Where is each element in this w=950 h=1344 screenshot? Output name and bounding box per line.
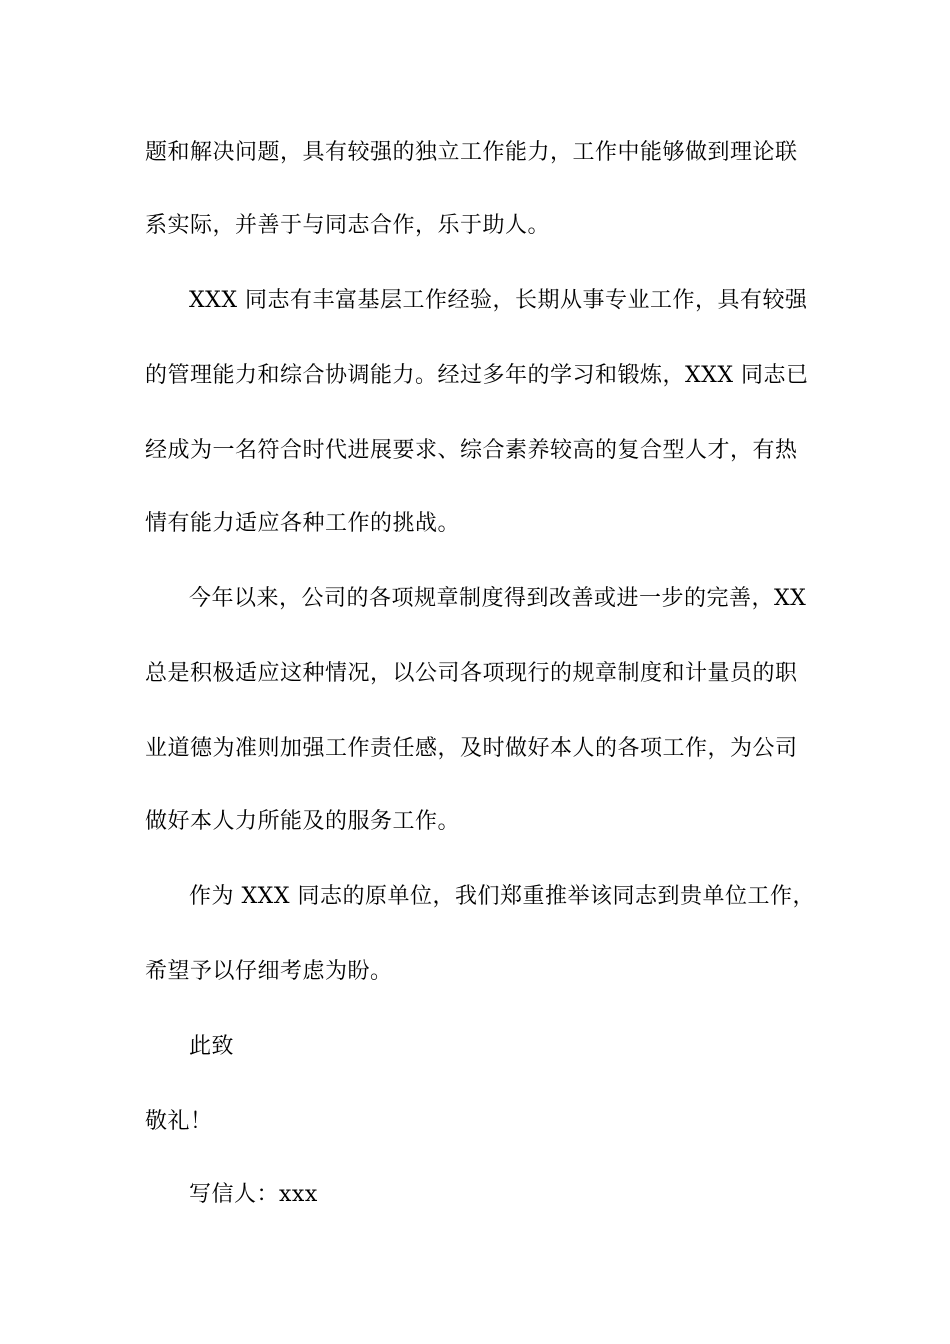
closing-greeting: 此致 <box>189 1034 235 1059</box>
paragraph-1-line-2: 系实际，并善于与同志合作，乐于助人。 <box>145 213 551 238</box>
paragraph-2-line-2: 的管理能力和综合协调能力。经过多年的学习和锻炼，XXX 同志已 <box>145 363 809 388</box>
paragraph-3-line-4: 做好本人力所能及的服务工作。 <box>145 809 461 834</box>
paragraph-3-line-2: 总是积极适应这种情况，以公司各项现行的规章制度和计量员的职 <box>145 661 798 686</box>
paragraph-3-line-3: 业道德为准则加强工作责任感，及时做好本人的各项工作，为公司 <box>145 736 798 761</box>
paragraph-1-line-1: 题和解决问题，具有较强的独立工作能力，工作中能够做到理论联 <box>145 140 798 165</box>
paragraph-3-line-1: 今年以来，公司的各项规章制度得到改善或进一步的完善，XX <box>189 586 807 611</box>
paragraph-2-line-1: XXX 同志有丰富基层工作经验，长期从事专业工作，具有较强 <box>189 288 808 313</box>
paragraph-2-line-4: 情有能力适应各种工作的挑战。 <box>145 511 461 536</box>
closing-salute: 敬礼！ <box>145 1109 213 1134</box>
paragraph-4-line-1: 作为 XXX 同志的原单位，我们郑重推举该同志到贵单位工作， <box>189 884 815 909</box>
signature-line: 写信人：xxx <box>189 1182 318 1207</box>
paragraph-2-line-3: 经成为一名符合时代进展要求、综合素养较高的复合型人才，有热 <box>145 438 798 463</box>
paragraph-4-line-2: 希望予以仔细考虑为盼。 <box>145 959 393 984</box>
